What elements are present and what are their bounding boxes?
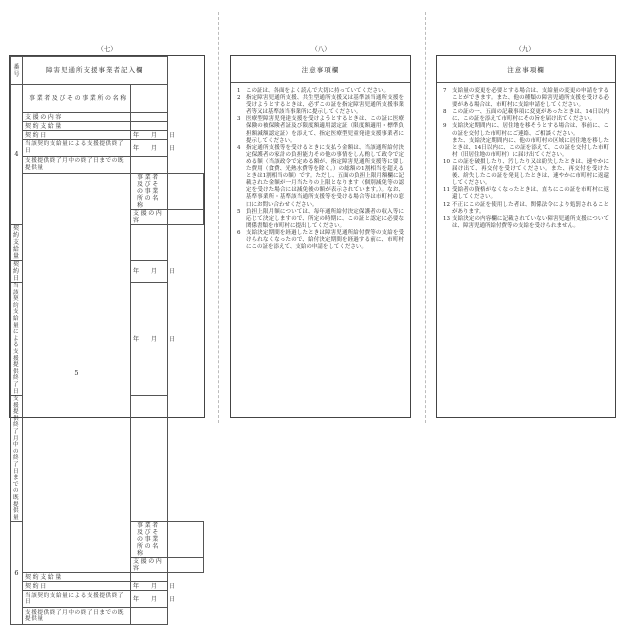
panel-number-7: （七） — [97, 45, 117, 53]
content-label: 支援の内容 — [131, 210, 168, 225]
amount-label: 契約支給量 — [23, 122, 131, 131]
content-row — [11, 113, 204, 122]
provider-row — [11, 85, 204, 113]
remaining-label: 支援提供終了月中の終了日までの既提供量 — [11, 396, 23, 522]
amount-row — [11, 573, 204, 582]
provider-name-field[interactable] — [167, 522, 204, 558]
notes-panel-2 — [436, 55, 616, 418]
end-date-field[interactable]: 年 月 日 — [131, 591, 168, 608]
note-item: 12 不正にこの証を使用した者は、関係法令により処罰されることがあります。 — [443, 201, 609, 215]
form-title: 障害児通所支援事業者記入欄 — [23, 57, 168, 85]
panel-number-8: （八） — [311, 45, 331, 53]
form-header-row — [11, 57, 204, 85]
content-label: 支援の内容 — [23, 113, 131, 122]
notes-list — [437, 83, 615, 230]
note-item: 3 医療型障害児発達支援を受けようとするときは、この証に医療保険の被保険者証及び限度額適用認定証（限度額適用・標準負担額減額認定証）を添えて、指定医療型児童発達支援事業者に提示してください。 — [237, 116, 404, 144]
note-item: 13 支給決定の内容欄に記載されていない障害児通所支援については、障害児通所給付費等の支給を受けられません。 — [443, 215, 609, 229]
col-number-header: 番号 — [11, 57, 23, 85]
remaining-label: 支援提供終了月中の終了日までの既提供量 — [23, 157, 131, 174]
block-index: 4 — [11, 85, 23, 225]
end-date-label: 当該契約支給量による支援提供終了日 — [23, 591, 131, 608]
contract-date-label: 契約日 — [23, 131, 131, 140]
provider-entry-form — [9, 55, 205, 623]
fold-line-right — [425, 12, 426, 423]
amount-field[interactable] — [131, 225, 168, 261]
content-field[interactable] — [131, 113, 168, 122]
note-item: 6 支給決定期間を経過したときは障害児通所給付費等の支給を受けられなくなったので、給付決定期間を経過する前に、市町村にこの証を添えて、支給の申請をしてください。 — [237, 229, 404, 251]
note-item: 7 支給量の変更を必要とする場合は、支給量の変更の申請をすることができます。また、他の種類の障害児通所支援を受ける必要がある場合は、市町村に支給申請をしてください。 — [443, 88, 609, 109]
note-item: また、支給決定期間内に、他の市町村の区域に居住地を移したときは、14日以内に、この証を添えて、この証を交付した市町村（旧居住地の市町村）に届け出てください。 — [452, 137, 609, 158]
notes-panel-1 — [230, 55, 411, 418]
content-field[interactable] — [167, 210, 204, 225]
end-date-label: 当該契約支給量による支援提供終了日 — [23, 140, 131, 157]
remaining-label: 支援提供終了月中の終了日までの既提供量 — [23, 608, 131, 625]
remaining-field[interactable] — [131, 157, 168, 174]
note-item: 4 指定通所支援等を受けるときに支払う金額は、当該通所給付決定保護者の家計の負担能力その他の事情をしん酌して政令で定める額（当該政令で定める額が、指定障害児通所支援等に要した費用（食費、光熱水費等を除く。）の総額の1割相当を超えるときは1割相当の額）です。ただし、五面の負担上限月額欄に記載された金額が一月当たりの上限となります（個別減免等の認定を受けた場合には減免後の額が表示されています。）。なお、基準事業所・基準該当通所支援等を受ける場合等は市町村の窓口にお問い合わせください。 — [237, 144, 404, 208]
block-index: 6 — [11, 522, 23, 625]
end-date-row — [11, 140, 204, 157]
end-date-field[interactable]: 年 月 日 — [131, 283, 168, 396]
note-item: 11 受給者の資格がなくなったときは、直ちにこの証を市町村に返還してください。 — [443, 187, 609, 201]
content-field[interactable] — [167, 558, 204, 573]
contract-date-row — [11, 582, 204, 591]
remaining-row — [11, 157, 204, 174]
end-date-field[interactable]: 年 月 日 — [131, 140, 168, 157]
amount-label: 契約支給量 — [23, 573, 131, 582]
remaining-field[interactable] — [131, 396, 168, 522]
notes-title: 注意事項欄 — [231, 56, 410, 83]
end-date-row — [11, 591, 204, 608]
provider-name-label: 事業者及びその事業所の名称 — [23, 85, 131, 113]
provider-name-label: 事業者及びその事業所の名称 — [131, 522, 168, 558]
fold-line-left — [218, 12, 219, 423]
notes-title: 注意事項欄 — [437, 56, 615, 83]
contract-date-field[interactable]: 年 月 日 — [131, 582, 168, 591]
note-item: 8 この証の一、五面の記載事項に変更があったときは、14日以内に、この証を添えて市町村にその旨を届け出てください。 — [443, 109, 609, 123]
end-date-label: 当該契約支給量による支援提供終了日 — [11, 283, 23, 396]
note-item: 10 この証を破損したり、汚したり又は紛失したときは、速やかに届け出て、再交付を受けてください。また、再交付を受けた後、紛失したこの証を発見したときは、速やかに市町村に返還してください。 — [443, 158, 609, 187]
contract-date-label: 契約日 — [23, 582, 131, 591]
notes-list — [231, 83, 410, 251]
provider-entry-table — [10, 56, 204, 625]
panel-number-9: （九） — [515, 45, 535, 53]
provider-name-field[interactable] — [167, 174, 204, 210]
amount-label: 契約支給量 — [11, 225, 23, 261]
amount-field[interactable] — [131, 573, 168, 582]
note-item: 2 指定障害児通所支援、共生型通所支援又は基準該当通所支援を受けようとするときは、必ずこの証を指定障害児通所支援事業者等又は基準該当事業所に提示してください。 — [237, 95, 404, 116]
provider-name-field[interactable] — [131, 85, 168, 113]
amount-field[interactable] — [131, 122, 168, 131]
block-index: 5 — [23, 174, 131, 573]
note-item: 1 この証は、各面をよく読んで大切に持っていてください。 — [237, 88, 390, 94]
remaining-row — [11, 608, 204, 625]
note-item: 5 負担上限月額については、毎年通所給付決定保護者の収入等に応じて決定しますので、所定の時期に、この証と認定に必要な関係書類を市町村に提出してください。 — [237, 208, 404, 229]
remaining-field[interactable] — [131, 608, 168, 625]
contract-date-row — [11, 131, 204, 140]
provider-name-label: 事業者及びその事業所の名称 — [131, 174, 168, 210]
content-label: 支援の内容 — [131, 558, 168, 573]
contract-date-field[interactable]: 年 月 日 — [131, 261, 168, 283]
contract-date-label: 契約日 — [11, 261, 23, 283]
amount-row — [11, 122, 204, 131]
contract-date-field[interactable]: 年 月 日 — [131, 131, 168, 140]
provider-row — [11, 174, 204, 210]
note-item: 9 支給決定期間内に、居住地を移そうとする場合は、事前に、この証を交付した市町村にご連絡、ご相談ください。 — [443, 123, 609, 137]
